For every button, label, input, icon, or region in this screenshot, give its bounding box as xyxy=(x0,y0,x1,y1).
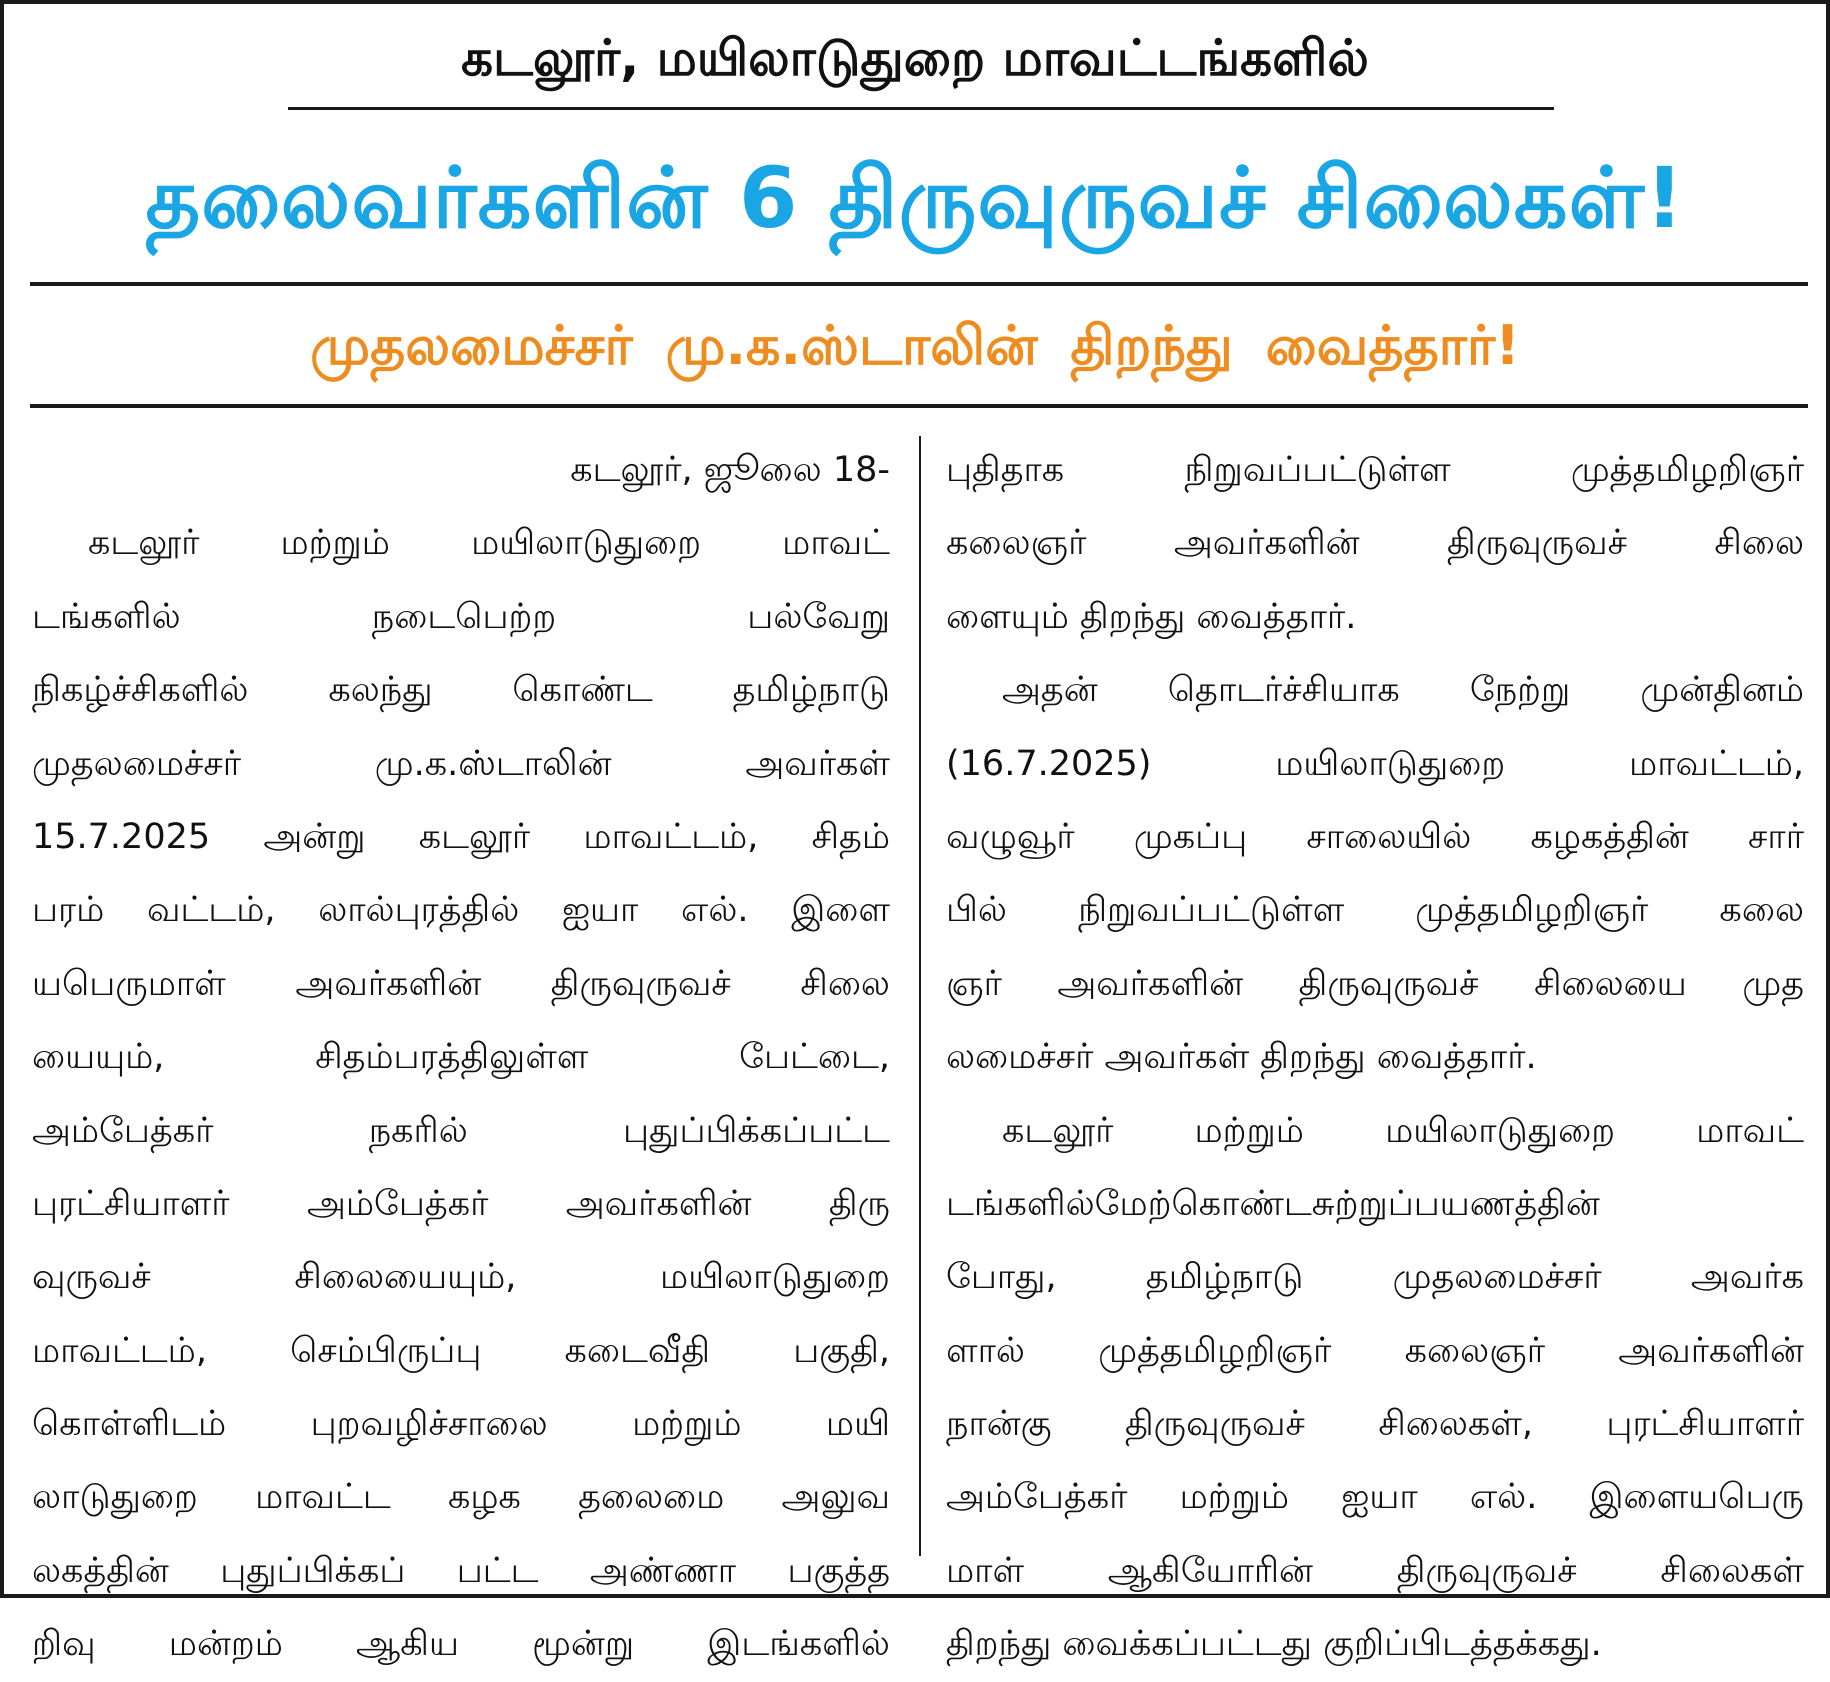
article-line: கலைஞர் அவர்களின் திருவுருவச் சிலை xyxy=(946,523,1804,564)
article-line: ஞர் அவர்களின் திருவுருவச் சிலையை முத xyxy=(946,963,1804,1004)
headline-rule xyxy=(30,282,1808,286)
article-line: நிகழ்ச்சிகளில் கலந்து கொண்ட தமிழ்நாடு xyxy=(32,670,890,711)
article-line: முதலமைச்சர் மு.க.ஸ்டாலின் அவர்கள் xyxy=(32,743,890,784)
article-line: பரம் வட்டம், லால்புரத்தில் ஐயா எல். இளை xyxy=(32,890,890,931)
article-line: கடலூர் மற்றும் மயிலாடுதுறை மாவட் xyxy=(88,523,890,564)
article-line: லகத்தின் புதுப்பிக்கப் பட்ட அண்ணா பகுத்த xyxy=(32,1550,890,1591)
article-line: கொள்ளிடம் புறவழிச்சாலை மற்றும் மயி xyxy=(32,1404,890,1445)
article-line: பில் நிறுவப்பட்டுள்ள முத்தமிழறிஞர் கலை xyxy=(946,890,1804,931)
article-line: றிவு மன்றம் ஆகிய மூன்று இடங்களில் xyxy=(32,1624,890,1665)
article-line: புதிதாக நிறுவப்பட்டுள்ள முத்தமிழறிஞர் xyxy=(946,450,1804,490)
sub-headline: முதலமைச்சர் மு.க.ஸ்டாலின் திறந்து வைத்தார்! xyxy=(310,314,1520,377)
article-line: அம்பேத்கர் மற்றும் ஐயா எல். இளையபெரு xyxy=(946,1477,1804,1518)
dateline: கடலூர், ஜூலை 18- xyxy=(570,450,890,490)
kicker-rule xyxy=(288,107,1554,110)
article-line: கடலூர் மற்றும் மயிலாடுதுறை மாவட் xyxy=(1002,1110,1804,1151)
article-line: ளால் முத்தமிழறிஞர் கலைஞர் அவர்களின் xyxy=(946,1330,1804,1371)
subhead-rule xyxy=(30,404,1808,408)
article-line: ளையும் திறந்து வைத்தார். xyxy=(946,596,1357,637)
article-line: யபெருமாள் அவர்களின் திருவுருவச் சிலை xyxy=(32,963,890,1004)
article-column-right xyxy=(946,434,1804,1682)
article-line: மாவட்டம், செம்பிருப்பு கடைவீதி பகுதி, xyxy=(32,1330,890,1371)
kicker-heading: கடலூர், மயிலாடுதுறை மாவட்டங்களில் xyxy=(461,29,1369,87)
main-headline: தலைவர்களின் 6 திருவுருவச் சிலைகள்! xyxy=(145,149,1685,247)
article-line: லாடுதுறை மாவட்ட கழக தலைமை அலுவ xyxy=(32,1477,890,1518)
article-line: போது, தமிழ்நாடு முதலமைச்சர் அவர்க xyxy=(946,1257,1804,1298)
article-line: 15.7.2025 அன்று கடலூர் மாவட்டம், சிதம் xyxy=(32,816,890,857)
article-line: அதன் தொடர்ச்சியாக நேற்று முன்தினம் xyxy=(1002,670,1804,711)
article-line: மாள் ஆகியோரின் திருவுருவச் சிலைகள் xyxy=(946,1550,1804,1591)
article-line: டங்களில் நடைபெற்ற பல்வேறு xyxy=(32,596,890,637)
article-line: டங்களில்மேற்கொண்டசுற்றுப்பயணத்தின் xyxy=(946,1183,1600,1224)
article-line: திறந்து வைக்கப்பட்டது குறிப்பிடத்தக்கது. xyxy=(946,1624,1602,1665)
article-line: நான்கு திருவுருவச் சிலைகள், புரட்சியாளர் xyxy=(946,1404,1804,1445)
column-divider xyxy=(919,436,921,1556)
article-line: புரட்சியாளர் அம்பேத்கர் அவர்களின் திரு xyxy=(32,1183,890,1224)
article-line: அம்பேத்கர் நகரில் புதுப்பிக்கப்பட்ட xyxy=(32,1110,890,1151)
article-line: வுருவச் சிலையையும், மயிலாடுதுறை xyxy=(32,1257,890,1298)
article-line: யையும், சிதம்பரத்திலுள்ள பேட்டை, xyxy=(32,1037,890,1078)
article-line: வழுவூர் முகப்பு சாலையில் கழகத்தின் சார் xyxy=(946,816,1804,857)
article-column-left xyxy=(32,434,890,1682)
article-line: (16.7.2025) மயிலாடுதுறை மாவட்டம், xyxy=(946,743,1804,784)
article-line: லமைச்சர் அவர்கள் திறந்து வைத்தார். xyxy=(946,1037,1537,1078)
